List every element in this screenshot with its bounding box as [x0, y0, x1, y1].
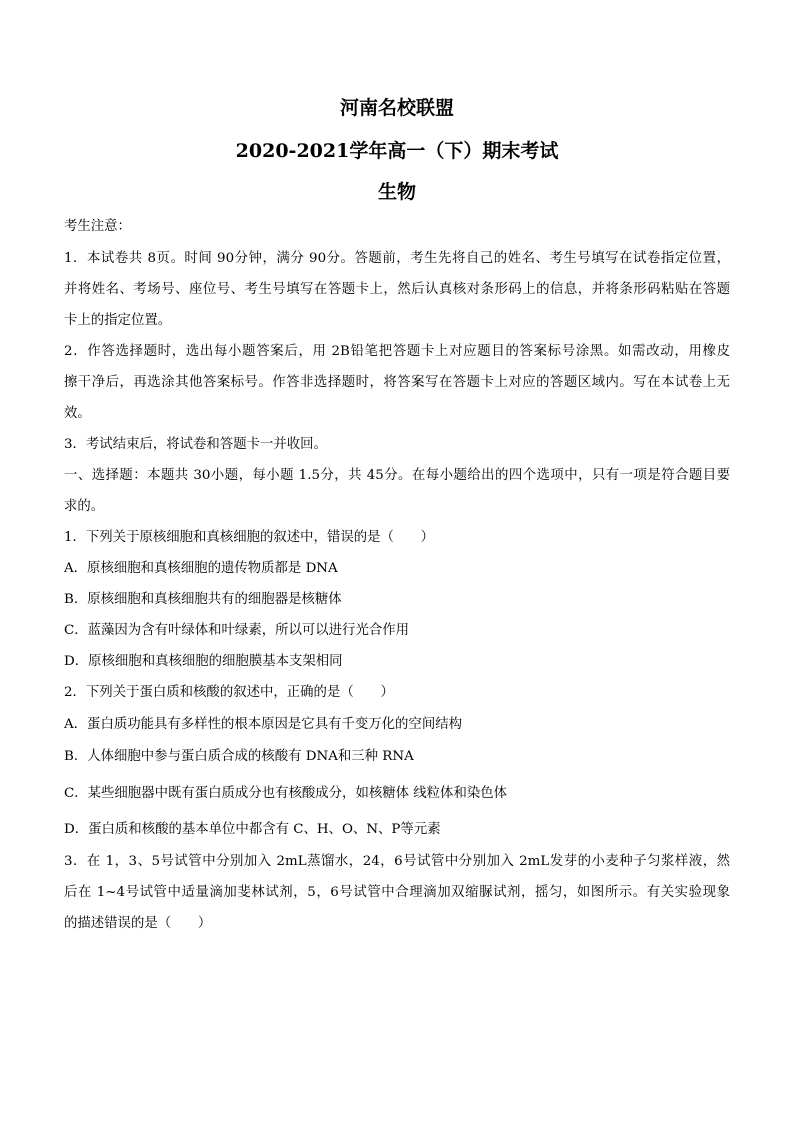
question-1-option-c: C．蓝藻因为含有叶绿体和叶绿素，所以可以进行光合作用: [64, 623, 410, 638]
notice-item-1-line-2: 并将姓名、考场号、座位号、考生号填写在答题卡上，然后认真核对条形码上的信息，并将条形码粘贴在答题: [64, 282, 730, 297]
question-2-option-b: B．人体细胞中参与蛋白质合成的核酸有 DNA和三种 RNA: [64, 749, 414, 764]
question-3-stem-line-2: 后在 1~4号试管中适量滴加斐林试剂，5，6号试管中合理滴加双缩脲试剂，摇匀，如图所示。有关实验现象: [64, 885, 730, 900]
notice-item-2-line-2: 擦干净后，再选涂其他答案标号。作答非选择题时，将答案写在答题卡上对应的答题区域内。写在本试卷上无: [64, 375, 730, 390]
question-2-stem: 2．下列关于蛋白质和核酸的叙述中，正确的是（ ）: [64, 685, 394, 700]
question-2-option-a: A．蛋白质功能具有多样性的根本原因是它具有千变万化的空间结构: [64, 717, 462, 732]
exam-title-term: 2020-2021学年高一（下）期末考试: [235, 140, 559, 162]
notice-item-2-line-3: 效。: [64, 406, 91, 421]
notice-item-3: 3．考试结束后，将试卷和答题卡一并收回。: [64, 437, 327, 452]
notice-item-1-line-3: 卡上的指定位置。: [64, 313, 172, 328]
question-1-option-a: A．原核细胞和真核细胞的遗传物质都是 DNA: [64, 561, 338, 576]
question-3-stem-line-3: 的描述错误的是（ ）: [64, 916, 212, 931]
section-1-intro-line-1: 一、选择题：本题共 30小题，每小题 1.5分，共 45分。在每小题给出的四个选项中，只有一项是符合题目要: [64, 468, 730, 483]
question-2-option-d: D．蛋白质和核酸的基本单位中都含有 C、H、O、N、P等元素: [64, 822, 441, 837]
exam-title-league: 河南名校联盟: [339, 97, 454, 119]
exam-title-subject: 生物: [377, 181, 416, 203]
notice-heading: 考生注意：: [64, 219, 131, 234]
notice-item-2-line-1: 2．作答选择题时，选出每小题答案后，用 2B铅笔把答题卡上对应题目的答案标号涂黑。如需改动，用橡皮: [64, 344, 730, 359]
section-1-intro-line-2: 求的。: [64, 499, 105, 514]
notice-item-1-line-1: 1．本试卷共 8页。时间 90分钟，满分 90分。答题前，考生先将自己的姓名、考生号填写在试卷指定位置，: [64, 251, 730, 266]
question-2-option-c: C．某些细胞器中既有蛋白质成分也有核酸成分，如核糖体 线粒体和染色体: [64, 786, 507, 801]
question-1-stem: 1．下列关于原核细胞和真核细胞的叙述中，错误的是（ ）: [64, 530, 435, 545]
question-1-option-b: B．原核细胞和真核细胞共有的细胞器是核糖体: [64, 592, 342, 607]
question-3-stem-line-1: 3．在 1，3、5号试管中分别加入 2mL蒸馏水，24，6号试管中分别加入 2mL发芽的小麦种子匀浆样液，然: [64, 854, 730, 869]
question-1-option-d: D．原核细胞和真核细胞的细胞膜基本支架相同: [64, 654, 343, 669]
